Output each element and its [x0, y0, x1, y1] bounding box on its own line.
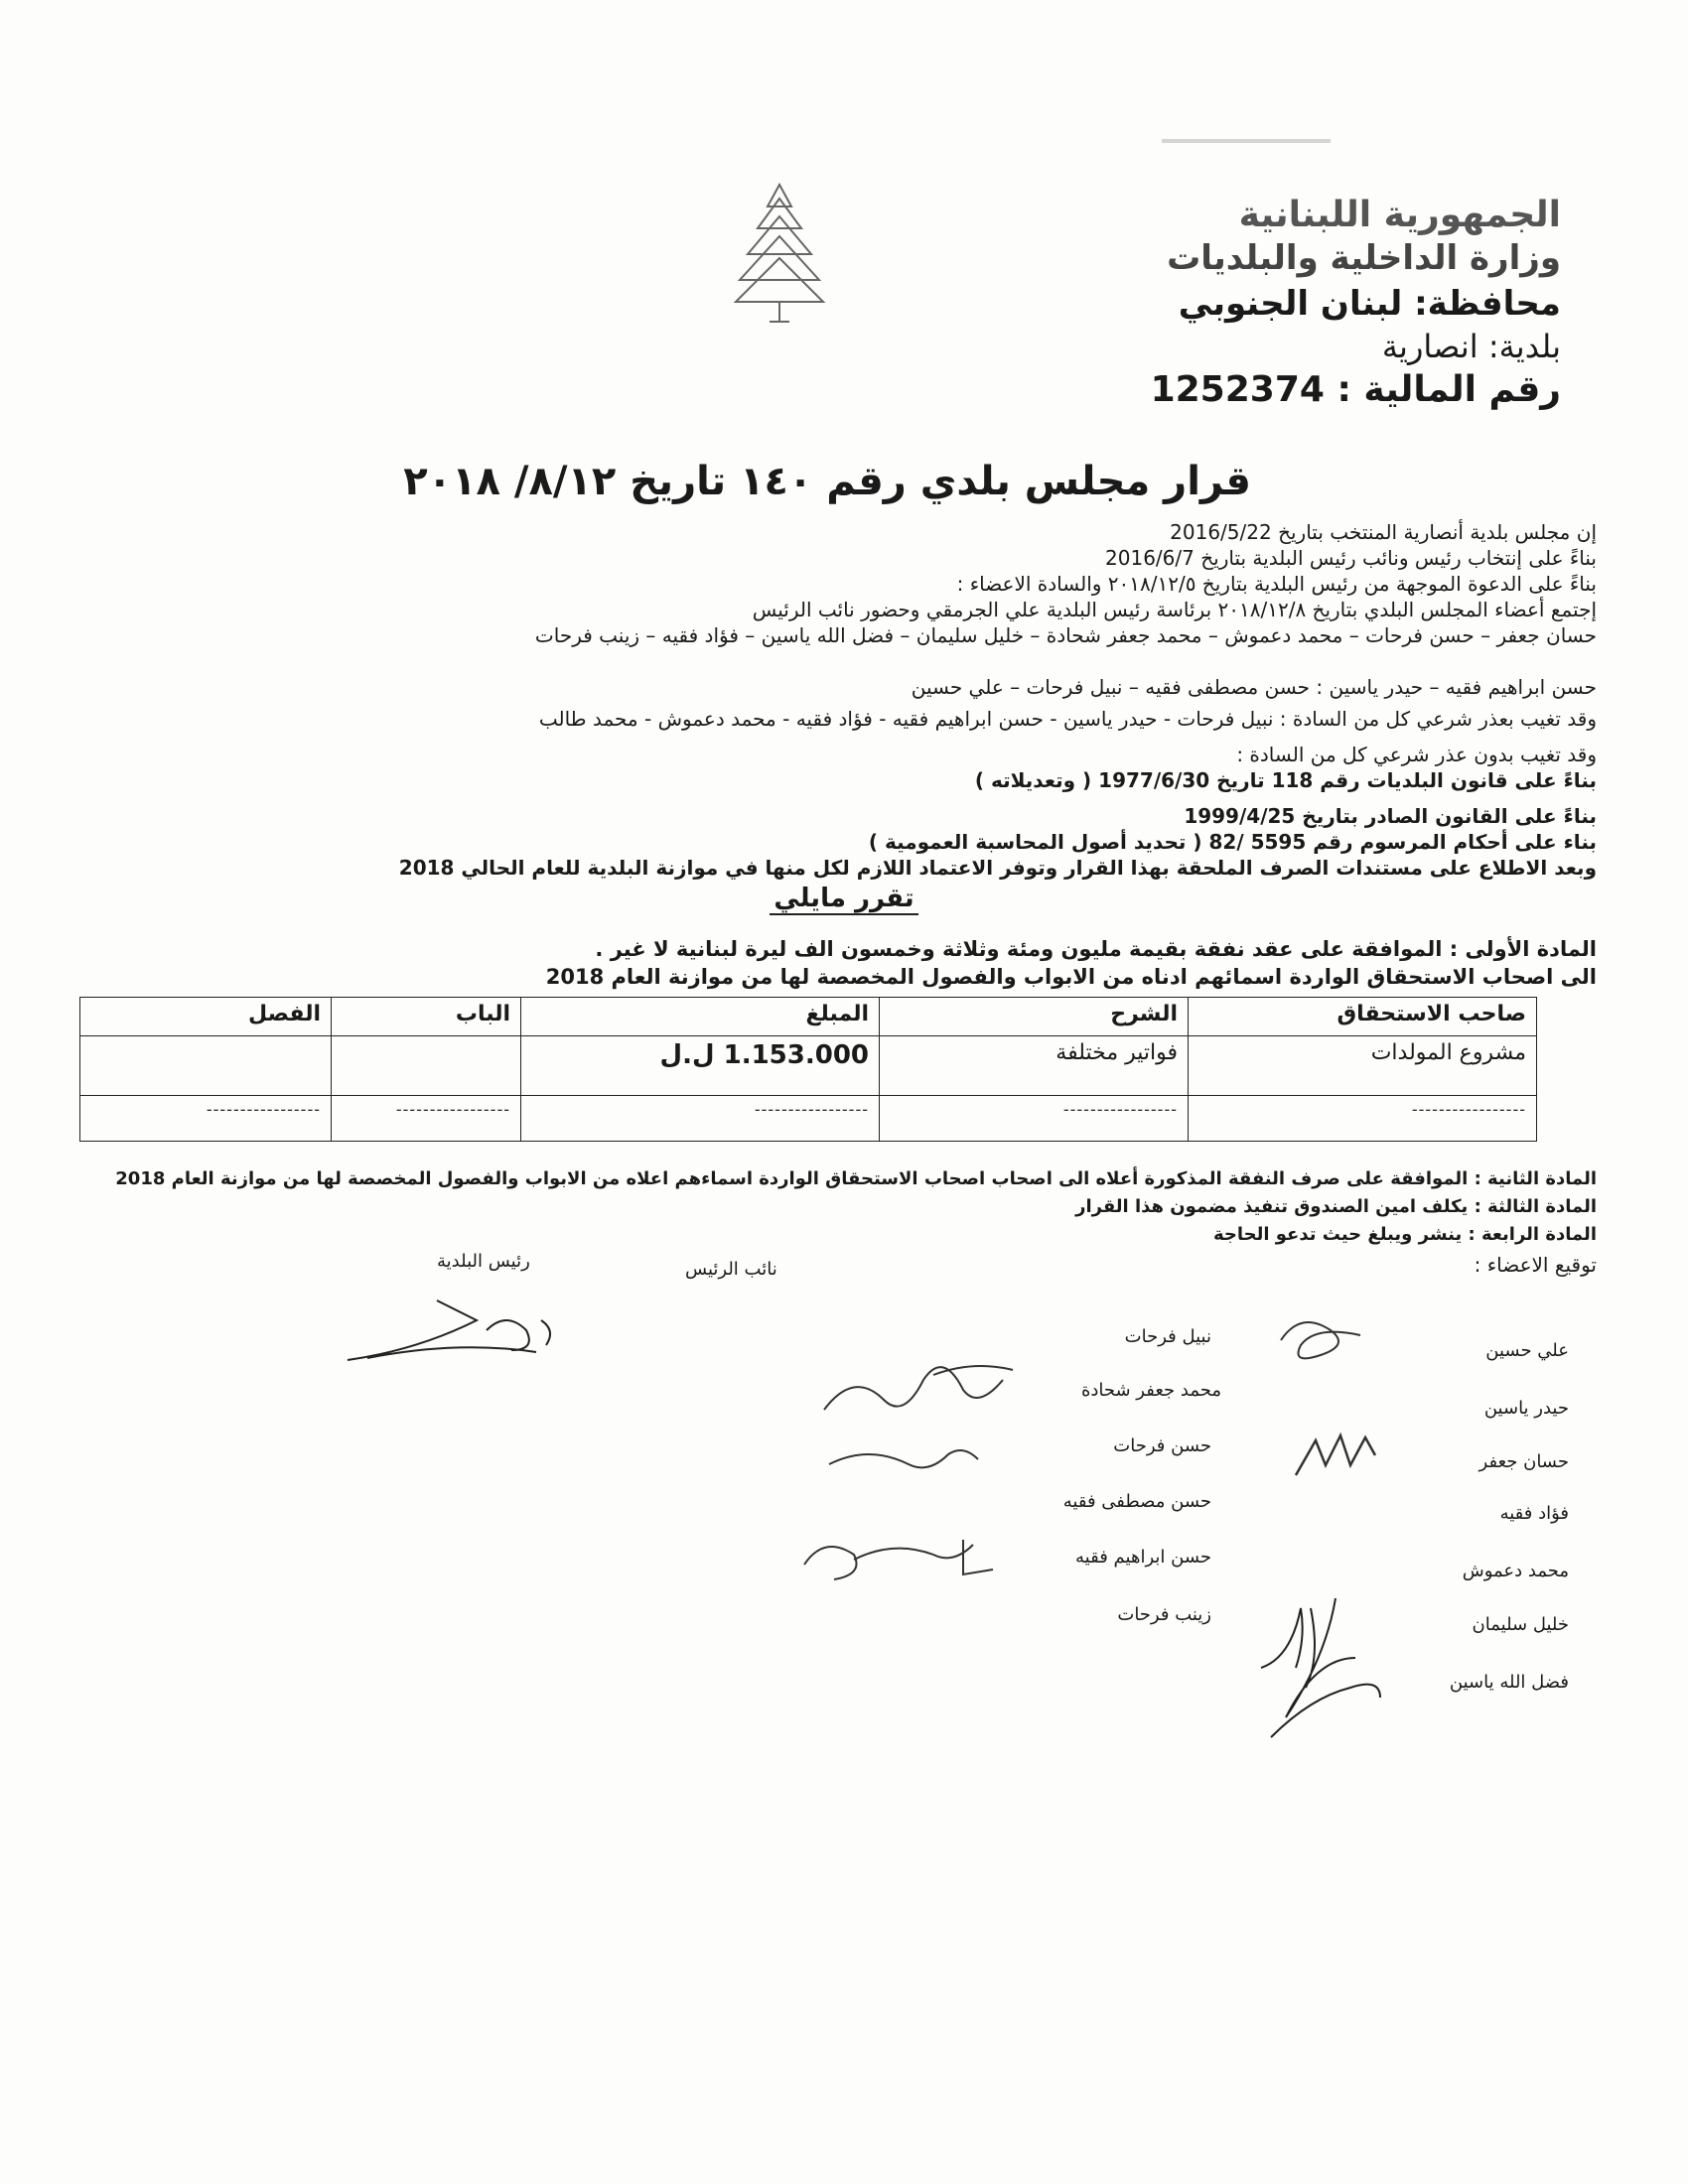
member-name: زينب فرحات [1117, 1604, 1211, 1625]
table-header-row [80, 998, 1537, 1036]
member-name: نبيل فرحات [1124, 1326, 1211, 1347]
member-name: خليل سليمان [1472, 1614, 1569, 1635]
col-amount: المبلغ [521, 998, 880, 1036]
president-signature [338, 1281, 576, 1370]
members-heading: توقيع الاعضاء : [1474, 1253, 1597, 1277]
member-signature [824, 1430, 983, 1479]
table-row [80, 1096, 1537, 1142]
decision-heading: تقرر مايلي [0, 884, 1688, 913]
cell-dash: ----------------- [1189, 1096, 1537, 1142]
decision-title: قرار مجلس بلدي رقم ١٤٠ تاريخ ٨/١٢/ ٢٠١٨ [403, 459, 1251, 504]
header-republic: الجمهورية اللبنانية [1238, 195, 1561, 235]
vice-president-label: نائب الرئيس [685, 1259, 777, 1280]
col-beneficiary: صاحب الاستحقاق [1189, 998, 1537, 1036]
president-label: رئيس البلدية [437, 1251, 530, 1272]
cell-dash: ----------------- [332, 1096, 521, 1142]
preamble-line: بناءً على القانون الصادر بتاريخ 1999/4/25 [1184, 804, 1597, 828]
article-one-continued: الى اصحاب الاستحقاق الواردة اسمائهم ادناه من الابواب والفصول المخصصة لها من موازنة العام 2018 [545, 965, 1597, 989]
header-ministry: وزارة الداخلية والبلديات [1167, 238, 1561, 278]
member-name: حسن مصطفى فقيه [1062, 1491, 1211, 1512]
member-signature [814, 1360, 1043, 1430]
article-three: المادة الثالثة : يكلف امين الصندوق تنفيذ مضمون هذا القرار [1075, 1196, 1597, 1217]
member-name: حيدر ياسين [1483, 1398, 1569, 1419]
member-name: حسن فرحات [1113, 1435, 1211, 1456]
preamble-line: بناءً على الدعوة الموجهة من رئيس البلدية بتاريخ ٢٠١٨/١٢/٥ والسادة الاعضاء : [956, 572, 1597, 596]
cell-section [80, 1036, 332, 1096]
member-name: فضل الله ياسين [1449, 1672, 1569, 1693]
cell-dash: ----------------- [880, 1096, 1189, 1142]
member-name: علي حسين [1485, 1340, 1569, 1361]
col-section: الفصل [80, 998, 332, 1036]
member-signature [1271, 1310, 1390, 1370]
preamble-line: وقد تغيب بدون عذر شرعي كل من السادة : [1236, 743, 1597, 766]
article-two: المادة الثانية : الموافقة على صرف النفقة المذكورة أعلاه الى اصحاب اصحاب الاستحقاق الواردة اسماءهم اعلاه من الابواب والفصول المخصصة لها من موازنة العام 2018 [115, 1168, 1597, 1189]
member-signature [1251, 1588, 1400, 1757]
preamble-line: وقد تغيب بعذر شرعي كل من السادة : نبيل فرحات - حيدر ياسين - حسن ابراهيم فقيه - فؤاد فقيه - محمد دعموش - محمد طالب [538, 707, 1597, 731]
header-finance-number: رقم المالية : 1252374 [1150, 369, 1561, 410]
member-name: محمد جعفر شحادة [1080, 1380, 1221, 1401]
col-description: الشرح [880, 998, 1189, 1036]
header-municipality: بلدية: انصارية [1381, 328, 1561, 365]
cedar-emblem [730, 177, 829, 326]
member-signature [1291, 1426, 1390, 1485]
header-governorate: محافظة: لبنان الجنوبي [1178, 284, 1561, 324]
cell-beneficiary: مشروع المولدات [1189, 1036, 1537, 1096]
member-name: حسن ابراهيم فقيه [1075, 1547, 1211, 1568]
col-chapter: الباب [332, 998, 521, 1036]
preamble-line: حسن ابراهيم فقيه – حيدر ياسين : حسن مصطفى فقيه – نبيل فرحات – علي حسين [911, 675, 1597, 699]
preamble-line: بناء على أحكام المرسوم رقم 5595 /82 ( تحديد أصول المحاسبة العمومية ) [868, 830, 1597, 854]
cell-description: فواتير مختلفة [880, 1036, 1189, 1096]
member-name: محمد دعموش [1462, 1561, 1569, 1581]
cell-chapter [332, 1036, 521, 1096]
preamble-line: وبعد الاطلاع على مستندات الصرف الملحقة بهذا القرار وتوفر الاعتماد اللازم لكل منها في موازنة البلدية للعام الحالي 2018 [398, 856, 1597, 880]
scan-artifact [1162, 139, 1331, 143]
preamble-line: بناءً على إنتخاب رئيس ونائب رئيس البلدية بتاريخ 2016/6/7 [1105, 546, 1597, 570]
preamble-line: بناءً على قانون البلديات رقم 118 تاريخ 1977/6/30 ( وتعديلاته ) [974, 768, 1597, 792]
member-name: فؤاد فقيه [1499, 1503, 1569, 1524]
cell-dash: ----------------- [521, 1096, 880, 1142]
table-row [80, 1036, 1537, 1096]
member-name: حسان جعفر [1478, 1451, 1569, 1472]
article-four: المادة الرابعة : ينشر ويبلغ حيث تدعو الحاجة [1212, 1224, 1597, 1245]
preamble-line: حسان جعفر – حسن فرحات – محمد دعموش – محمد جعفر شحادة – خليل سليمان – فضل الله ياسين – فؤاد فقيه – زينب فرحات [534, 623, 1597, 647]
member-signature [794, 1525, 1013, 1594]
preamble-line: إجتمع أعضاء المجلس البلدي بتاريخ ٢٠١٨/١٢/٨ برئاسة رئيس البلدية علي الجرمقي وحضور نائب الرئيس [752, 598, 1597, 621]
preamble-line: إن مجلس بلدية أنصارية المنتخب بتاريخ 2016/5/22 [1170, 520, 1597, 544]
cell-amount: 1.153.000 ل.ل [521, 1036, 880, 1096]
cell-dash: ----------------- [80, 1096, 332, 1142]
article-one: المادة الأولى : الموافقة على عقد نفقة بقيمة مليون ومئة وثلاثة وخمسون الف ليرة لبنانية لا غير . [595, 937, 1597, 961]
dues-table [79, 997, 1537, 1142]
